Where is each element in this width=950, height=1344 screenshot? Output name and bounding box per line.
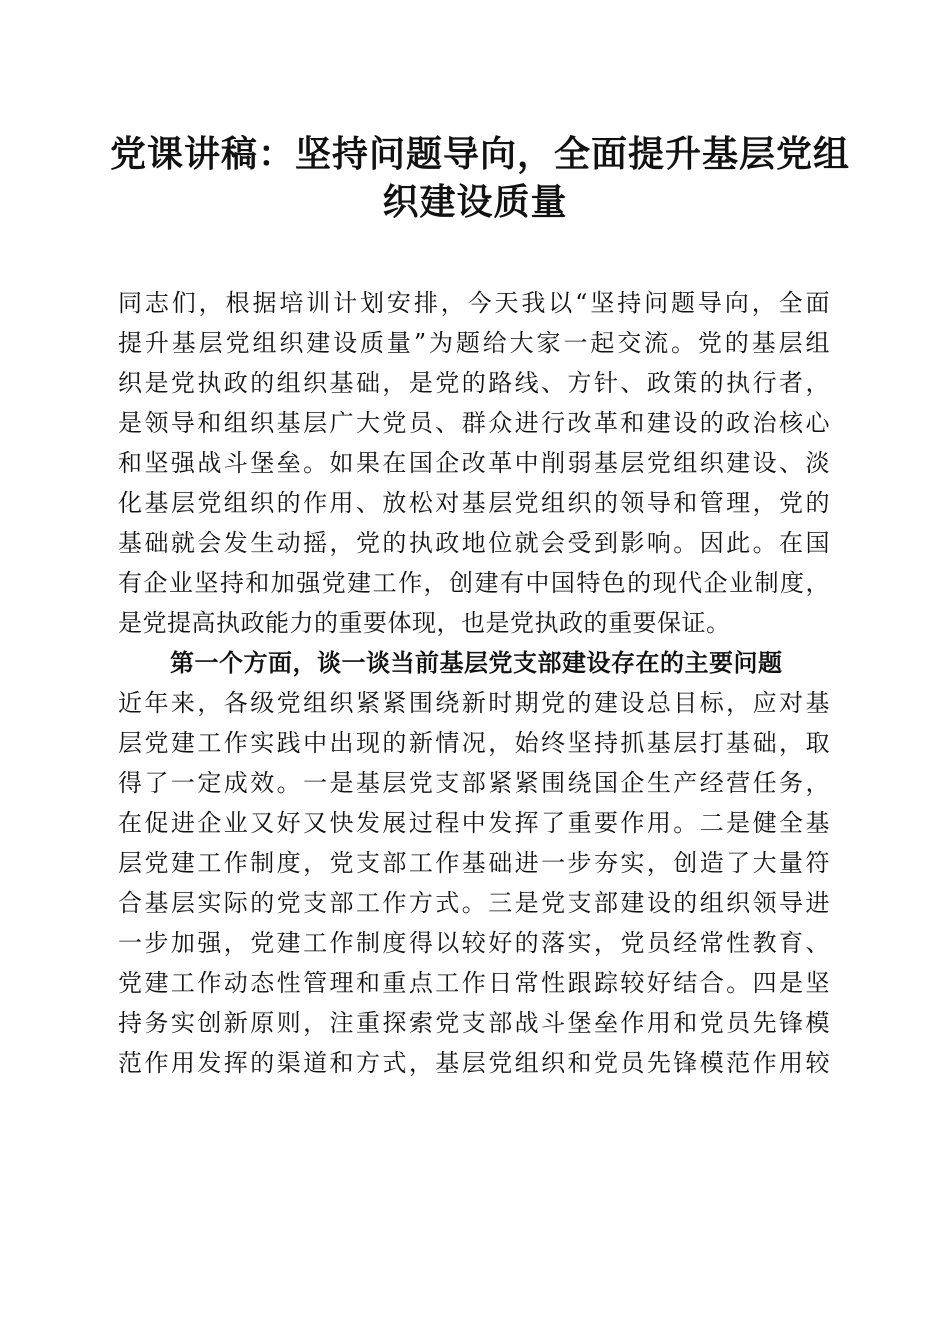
intro-paragraph (118, 283, 830, 643)
text-line: 党建工作动态性管理和重点工作日常性跟踪较好结合。四是坚 (118, 969, 830, 997)
text-line: 近年来，各级党组织紧紧围绕新时期党的建设总目标，应对基 (118, 689, 830, 717)
document-body (118, 283, 830, 1083)
text-line: 层党建工作制度，党支部工作基础进一步夯实，创造了大量符 (118, 849, 830, 877)
text-line: 在促进企业又好又快发展过程中发挥了重要作用。二是健全基 (118, 809, 830, 837)
text-line: 一步加强，党建工作制度得以较好的落实，党员经常性教育、 (118, 929, 830, 957)
text-line: 持务实创新原则，注重探索党支部战斗堡垒作用和党员先锋模 (118, 1009, 830, 1037)
text-line: 层党建工作实践中出现的新情况，始终坚持抓基层打基础，取 (118, 729, 830, 757)
text-line: 得了一定成效。一是基层党支部紧紧围绕国企生产经营任务， (118, 769, 830, 797)
text-line: 范作用发挥的渠道和方式，基层党组织和党员先锋模范作用较 (118, 1049, 830, 1077)
section-paragraph (118, 683, 830, 1083)
section-heading: 第一个方面，谈一谈当前基层党支部建设存在的主要问题 (170, 648, 783, 677)
text-line: 化基层党组织的作用、放松对基层党组织的领导和管理，党的 (118, 489, 830, 517)
title-line: 党课讲稿：坚持问题导向，全面提升基层党组 (110, 133, 851, 175)
text-line: 同志们，根据培训计划安排，今天我以“坚持问题导向，全面 (118, 289, 830, 317)
text-line: 是党提高执政能力的重要体现，也是党执政的重要保证。 (118, 609, 731, 637)
text-line: 和坚强战斗堡垒。如果在国企改革中削弱基层党组织建设、淡 (118, 449, 830, 477)
text-line: 基础就会发生动摇，党的执政地位就会受到影响。因此。在国 (118, 529, 830, 557)
text-line: 提升基层党组织建设质量”为题给大家一起交流。党的基层组 (118, 329, 830, 357)
text-line: 织是党执政的组织基础，是党的路线、方针、政策的执行者， (118, 369, 830, 397)
document-title (110, 130, 851, 226)
text-line: 有企业坚持和加强党建工作，创建有中国特色的现代企业制度， (118, 569, 830, 597)
text-line: 是领导和组织基层广大党员、群众进行改革和建设的政治核心 (118, 409, 830, 437)
text-line: 合基层实际的党支部工作方式。三是党支部建设的组织领导进 (118, 889, 830, 917)
title-line: 织建设质量 (382, 181, 568, 223)
